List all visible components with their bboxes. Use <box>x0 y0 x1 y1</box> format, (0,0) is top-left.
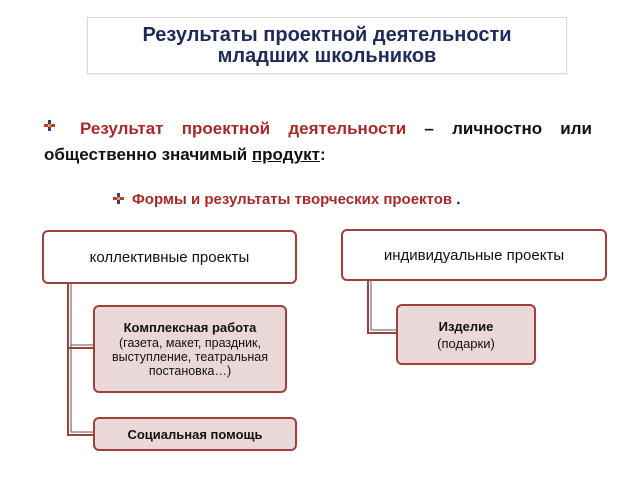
definition-term: Результат проектной деятельности <box>80 119 407 138</box>
collective-projects-label: коллективные проекты <box>89 248 250 266</box>
individual-projects-label: индивидуальные проекты <box>383 246 565 264</box>
complex-work-desc: (газета, макет, праздник, выступление, театральная постановка…) <box>111 336 269 378</box>
complex-work-title: Комплексная работа <box>123 320 257 335</box>
social-help-box <box>93 417 297 451</box>
complex-work-box <box>93 305 287 393</box>
product-desc: (подарки) <box>437 335 495 351</box>
title-line-1: Результаты проектной деятельности <box>142 23 512 46</box>
forms-dot: . <box>452 191 461 208</box>
collective-projects-box <box>42 230 297 284</box>
definition-dash: – <box>406 119 453 138</box>
product-box <box>396 304 536 365</box>
title-line-2: младших школьников <box>217 44 437 67</box>
definition-emphasis: продукт <box>251 145 321 164</box>
product-title: Изделие <box>438 318 494 334</box>
forms-label: Формы и результаты творческих проектов <box>132 191 453 208</box>
definition-colon: : <box>320 145 326 164</box>
definition-body: личностно или общественно значимый <box>44 119 593 164</box>
individual-projects-box <box>341 229 607 281</box>
social-help-label: Социальная помощь <box>127 426 263 442</box>
